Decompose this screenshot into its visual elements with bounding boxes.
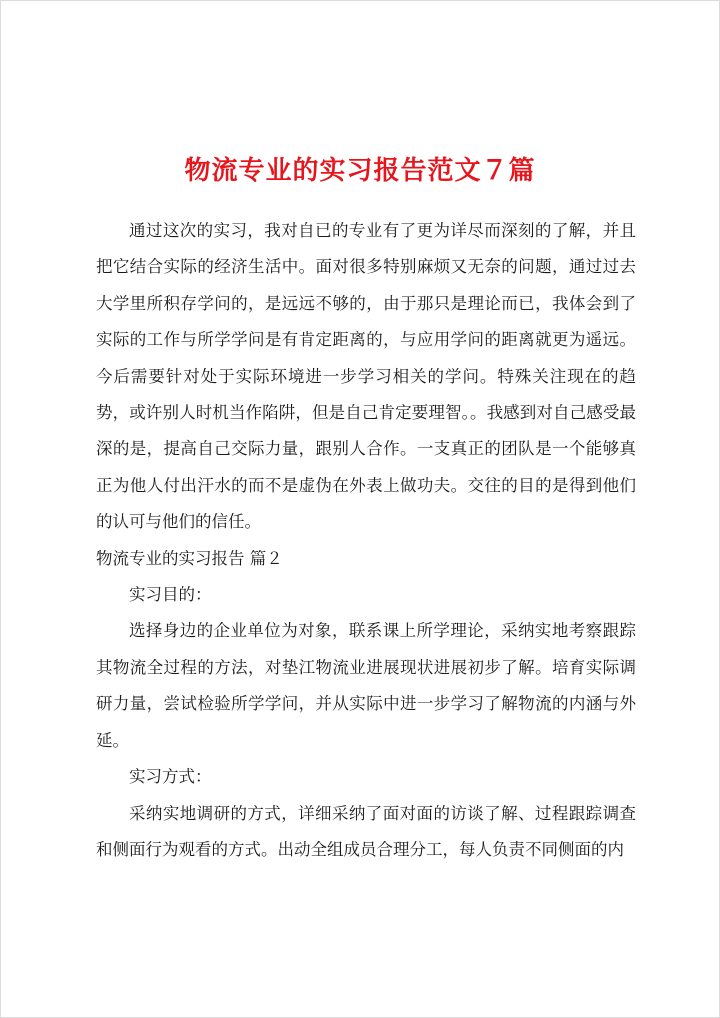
subheading-purpose: 实习目的： [129, 585, 212, 605]
subheading-method: 实习方式： [129, 767, 212, 787]
document-body [96, 213, 636, 868]
paragraph-intro: 通过这次的实习，我对自已的专业有了更为详尽而深刻的了解，并且把它结合实际的经济生活中。面对很多特别麻烦又无奈的问题，通过过去大学里所积存学问的，是远远不够的，由于那只是理论而已，我体会到了实际的工作与所学学问是有肯定距离的，与应用学问的距离就更为遥远。今后需要针对处于实际环境进一步学习相关的学问。特殊关注现在的趋势，或许别人时机当作陷阱，但是自己肯定要理智。。我感到对自己感受最深的是，提高自己交际力量，跟别人合作。一支真正的团队是一个能够真正为他人付出汗水的而不是虚伪在外表上做功夫。交往的目的是得到他们的认可与他们的信任。 [96, 221, 636, 532]
document-title: 物流专业的实习报告范文７篇 [184, 156, 536, 186]
section-heading: 物流专业的实习报告 篇２ [96, 548, 283, 568]
paragraph-method: 采纳实地调研的方式，详细采纳了面对面的访谈了解、过程跟踪调查和侧面行为观看的方式。出动全组成员合理分工，每人负责不同侧面的内 [96, 803, 636, 859]
paragraph-purpose: 选择身边的企业单位为对象，联系课上所学理论，采纳实地考察跟踪其物流全过程的方法，对垫江物流业进展现状进展初步了解。培育实际调研力量，尝试检验所学学问，并从实际中进一步学习了解物流的内涵与外延。 [96, 621, 636, 750]
